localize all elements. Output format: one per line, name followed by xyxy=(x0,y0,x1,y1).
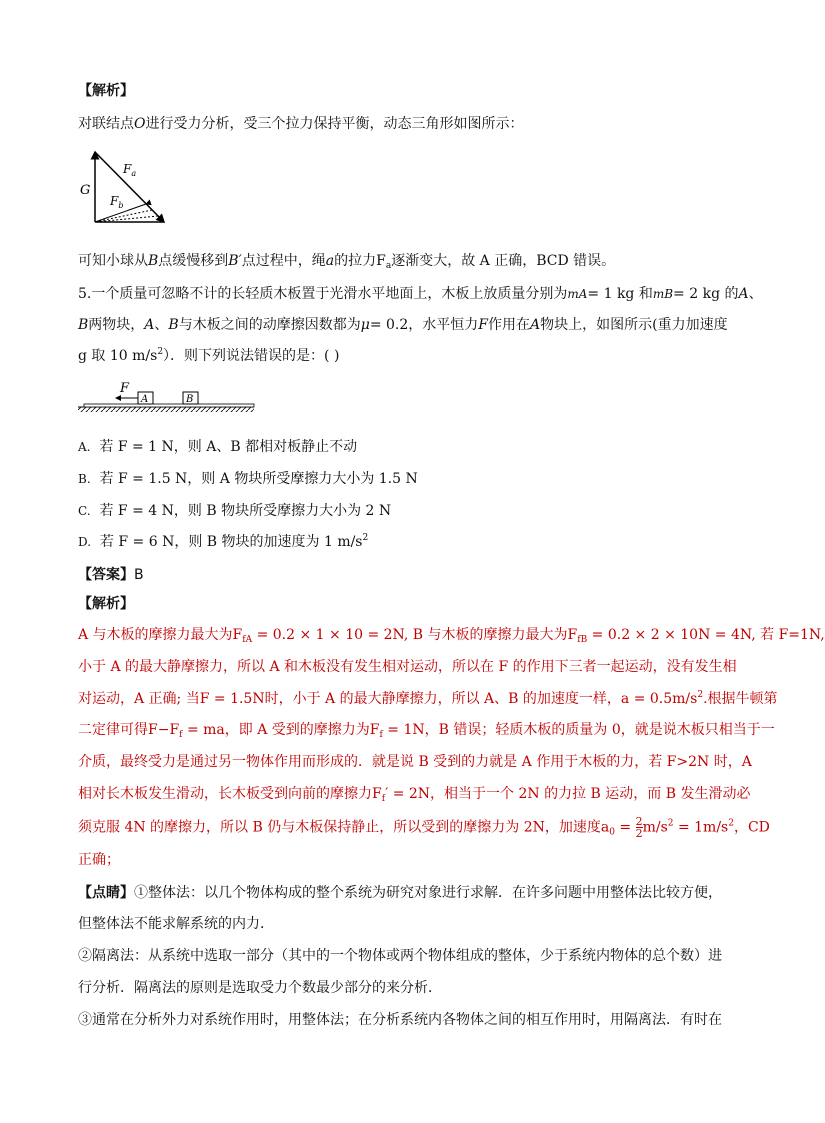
analysis-line-8 xyxy=(78,849,120,869)
option-text: 若 F = 1.5 N，则 A 物块所受摩擦力大小为 1.5 N xyxy=(99,471,418,487)
text: = 2 kg 的 xyxy=(673,286,739,302)
label-fa: $F_a$ xyxy=(123,162,137,178)
tips-line-2 xyxy=(78,913,274,933)
analysis-line-7 xyxy=(78,816,770,839)
sub: fA xyxy=(242,635,253,645)
tips-line-3 xyxy=(78,945,722,965)
answer-line xyxy=(78,564,144,584)
analysis-line-3 xyxy=(78,688,778,708)
rope-a: a xyxy=(325,253,335,269)
analysis-line-5 xyxy=(78,751,752,771)
analysis-line-4 xyxy=(78,719,775,740)
sub: f xyxy=(379,730,383,740)
text: = ma，即 A 受到的摩擦力为F xyxy=(182,722,380,738)
analysis-heading-1 xyxy=(78,80,134,100)
option-d xyxy=(78,531,368,551)
mass-a: mA xyxy=(567,287,588,301)
analysis-line-1 xyxy=(78,624,825,645)
bracket-close: 】 xyxy=(120,885,134,901)
point-b-prime: B′ xyxy=(228,253,242,269)
block-a: A xyxy=(530,317,541,333)
sup: 2 xyxy=(362,533,369,543)
question-5-line-1 xyxy=(78,283,763,303)
text: ①整体法：以几个物体构成的整个系统为研究对象进行求解．在许多问题中用整体法比较方便， xyxy=(134,885,722,901)
mass-b: mB xyxy=(652,287,674,301)
option-letter: B. xyxy=(78,472,91,486)
analysis-line-2 xyxy=(78,656,737,676)
sub: f xyxy=(179,730,183,740)
option-letter: C. xyxy=(78,504,91,518)
text: ③通常在分析外力对系统作用时，用整体法；在分析系统内各物体之间的相互作用时，用隔离法．有时在 xyxy=(78,1012,722,1028)
tips-line-1 xyxy=(78,882,722,902)
text: 对运动，A 正确; 当F = 1.5N时，小于 A 的最大静摩擦力，所以 A、B 的加速度一样，a = 0.5m/s xyxy=(78,691,698,707)
conclusion-line xyxy=(78,250,615,271)
analysis-text-1 xyxy=(78,113,523,133)
text: 进行受力分析，受三个拉力保持平衡，动态三角形如图所示： xyxy=(145,116,524,132)
sup: 2 xyxy=(667,818,674,829)
text: 点缓慢移到 xyxy=(158,253,229,269)
text: = xyxy=(614,819,636,836)
point-o: O xyxy=(134,116,146,132)
heading-label: 解析 xyxy=(92,83,120,99)
mu: μ xyxy=(360,317,370,333)
bracket-close: 】 xyxy=(120,83,134,99)
sub: fB xyxy=(577,635,588,645)
tips-label: 点睛 xyxy=(92,885,120,901)
text: g 取 10 m/s xyxy=(78,348,158,364)
denominator: 2 xyxy=(635,827,643,840)
text: 小于 A 的最大静摩擦力，所以 A 和木板没有发生相对运动，所以在 F 的作用下三者一起运动，没有发生相 xyxy=(78,659,737,675)
text: 对联结点 xyxy=(78,116,134,132)
sup: 2 xyxy=(697,690,704,700)
bracket-open: 【 xyxy=(78,885,92,901)
text: 的拉力F xyxy=(334,253,386,269)
text: 正确； xyxy=(78,852,120,868)
block-a: A xyxy=(738,286,749,302)
text: = 1 kg 和 xyxy=(587,286,653,302)
block-board-diagram xyxy=(78,380,258,420)
bracket-open: 【 xyxy=(78,83,92,99)
block-b: B xyxy=(168,317,179,333)
text: 5.一个质量可忽略不计的长轻质木板置于光滑水平地面上，木板上放质量分别为 xyxy=(78,286,568,302)
tips-line-4 xyxy=(78,977,442,997)
text: 、 xyxy=(154,317,169,333)
question-5-line-2 xyxy=(78,314,728,334)
sup: 2 xyxy=(157,347,164,357)
wood-board xyxy=(84,404,254,407)
label-a: A xyxy=(141,394,149,405)
text: = 0.2 × 1 × 10 = 2N, B 与木板的摩擦力最大为F xyxy=(252,627,578,643)
text: ′ = 2N，相当于一个 2N 的力拉 B 运动，而 B 发生滑动必 xyxy=(385,786,751,802)
question-5-line-3 xyxy=(78,345,339,365)
option-letter: A. xyxy=(78,440,91,454)
text: 但整体法不能求解系统的内力． xyxy=(78,916,274,932)
block-b: B xyxy=(78,317,89,333)
option-a xyxy=(78,436,357,456)
ground-hatch xyxy=(78,407,254,412)
text: ，CD xyxy=(733,819,770,836)
text: 、 xyxy=(748,286,763,302)
analysis-line-6 xyxy=(78,783,750,804)
sub: f xyxy=(381,794,386,804)
sup: 2 xyxy=(728,818,734,829)
option-text: 若 F = 6 N，则 B 物块的加速度为 1 m/s xyxy=(99,534,363,550)
bracket-close: 】 xyxy=(120,567,134,583)
text: 介质，最终受力是通过另一物体作用而形成的．就是说 B 受到的力就是 A 作用于木板的力，若 F>2N 时，A xyxy=(78,754,752,770)
text: = 0.2，水平恒力 xyxy=(369,317,479,333)
bracket-open: 【 xyxy=(78,596,92,612)
bracket-open: 【 xyxy=(78,567,92,583)
text: = 1N，B 错误；轻质木板的质量为 0，就是说木板只相当于一 xyxy=(382,722,775,738)
text: ②隔离法：从系统中选取一部分（其中的一个物体或两个物体组成的整体，少于系统内物体的总个数）进 xyxy=(78,948,722,964)
text: 须克服 4N 的摩擦力，所以 B 仍与木板保持静止，所以受到的摩擦力为 2N，加速度a xyxy=(78,819,610,836)
option-letter: D. xyxy=(78,535,92,549)
text: A 与木板的摩擦力最大为F xyxy=(78,627,243,643)
text: 点过程中，绳 xyxy=(241,253,326,269)
block-a: A xyxy=(144,317,155,333)
label-b: B xyxy=(186,394,194,405)
text: m/s xyxy=(642,819,668,836)
text: 物块上，如图所示(重力加速度 xyxy=(540,317,728,333)
label-g: G xyxy=(80,183,91,198)
text: 二定律可得F−F xyxy=(78,722,180,738)
force-f: F xyxy=(478,317,488,333)
bracket-close: 】 xyxy=(120,596,134,612)
force-triangle-diagram xyxy=(78,142,178,232)
text: ）．则下列说法错误的是：( ) xyxy=(163,348,340,364)
text: = 1m/s xyxy=(673,819,729,836)
text: 相对长木板发生滑动，长木板受到向前的摩擦力F xyxy=(78,786,382,802)
sub: 0 xyxy=(609,827,615,838)
label-fb: $F_b$ xyxy=(110,194,124,210)
point-b: B xyxy=(148,253,159,269)
option-c xyxy=(78,500,391,520)
text: = 0.2 × 2 × 10N = 4N, 若 F=1N, xyxy=(587,627,825,643)
option-text: 若 F = 4 N，则 B 物块所受摩擦力大小为 2 N xyxy=(99,503,392,519)
text: .根据牛顿第 xyxy=(703,691,778,707)
text: 作用在 xyxy=(488,317,530,333)
numerator: 2 xyxy=(635,815,643,828)
text: 两物块， xyxy=(88,317,145,333)
option-text: 若 F = 1 N，则 A、B 都相对板静止不动 xyxy=(99,439,358,455)
text: 与木板之间的动摩擦因数都为 xyxy=(178,317,361,333)
text: 行分析．隔离法的原则是选取受力个数最少部分的来分析． xyxy=(78,980,442,996)
analysis-heading-2 xyxy=(78,593,134,613)
heading-label: 解析 xyxy=(92,596,120,612)
text: 逐渐变大，故 A 正确，BCD 错误。 xyxy=(391,253,616,269)
sub: a xyxy=(385,261,392,271)
label-f: F xyxy=(120,381,130,396)
text: 可知小球从 xyxy=(78,253,148,269)
option-b xyxy=(78,468,418,488)
answer-label: 答案 xyxy=(92,567,120,583)
answer-value: B xyxy=(134,567,144,583)
tips-line-5 xyxy=(78,1009,722,1029)
fraction xyxy=(636,816,643,839)
